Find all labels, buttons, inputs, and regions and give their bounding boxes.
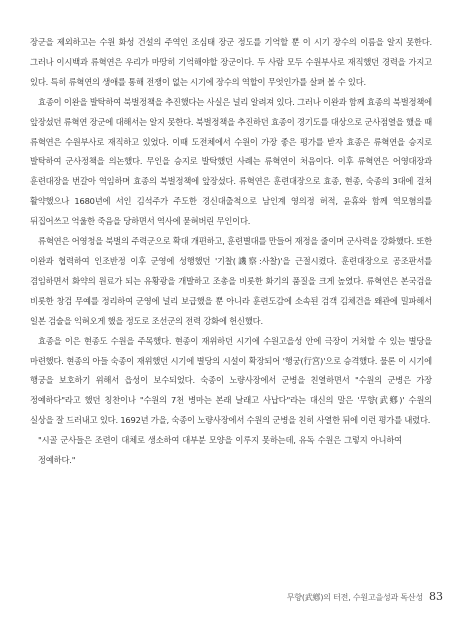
running-footer-title: 무향(武鄕)의 터전, 수원고을성과 독산성 (286, 593, 423, 602)
body-text (30, 33, 432, 471)
paragraph-3: 류혁연은 어영청을 북벌의 주력군으로 확대 개편하고, 훈련별대를 만들어 재정을 줄이며 군사력을 강화했다. 또한 이완과 협력하여 인조반정 이후 군영에 성행했던 '기찰(譏察:사찰)'을 근절시켰다. 훈련대장으로 공조판서를 겸임하면서 화약의 원료가 되는 유황광을 개발하고 조총을 비롯한 화기의 품질을 크게 높였다. 류혁연은 본국검을 비롯한 창검 무예를 정리하여 군영에 널리 보급했을 뿐 아니라 훈련도감에 소속된 검객 김체건을 왜관에 밀파해서 일본 검술을 익혀오게 했을 정도로 조선군의 전력 강화에 헌신했다. (30, 236, 432, 326)
page-number: 83 (429, 590, 443, 603)
page-footer (287, 590, 443, 603)
paragraph-1: 장군을 제외하고는 수원 화성 건설의 주역인 조심태 장군 정도를 기억할 뿐 이 시기 장수의 이름을 알지 못한다. 그러나 이시백과 류혁연은 우리가 마땅히 기억해야할 장군이다. 두 사람 모두 수원부사로 재직했던 경력을 가지고 있다. 특히 류혁연의 생애를 통해 전쟁이 없는 시기에 장수의 역할이 무엇인가를 살펴 볼 수 있다. (30, 37, 432, 87)
paragraph-4: 효종을 이은 현종도 수원을 주목했다. 현종이 재위하던 시기에 수원고을성 안에 극장이 거처할 수 있는 별당을 마련했다. 현종의 아들 숙종이 재위했던 시기에 별당의 시설이 확장되어 '행궁(行宮)'으로 승격했다. 물론 이 시기에 행궁을 보호하기 위해서 읍성이 보수되었다. 숙종이 노량사장에서 군병을 친열하면서 "수원의 군병은 가장 정예하다"라고 했던 칭찬이나 "수원의 7천 병마는 본래 날래고 사납다"라는 대신의 말은 '무향(武鄕)' 수원의 실상을 잘 드러내고 있다. 1692년 가을, 숙종이 노량사장에서 수원의 군병을 친히 사열한 뒤에 이런 평가를 내렸다. (30, 335, 432, 426)
paragraph-2: 효종이 이완을 발탁하여 북벌정책을 추진했다는 사실은 널리 알려져 있다. 그러나 이완과 함께 효종의 북벌정책에 앞장섰던 류혁연 장군에 대해서는 알지 못한다. 북벌정책을 추진하던 효종이 경기도를 대상으로 군사점열을 했을 때 류혁연은 수원부사로 재직하고 있었다. 이때 도전체에서 수원이 가장 좋은 평가를 받자 효종은 류혁연을 승지로 발탁하여 군사정책을 의논했다. 무인을 승지로 발탁했던 사례는 류혁연이 처음이다. 이후 류혁연은 어영대장과 훈련대장을 번갈아 역임하며 효종의 북벌정책에 앞장섰다. 류혁연은 훈련대장으로 효종, 현종, 숙종의 3대에 걸쳐 활약했으나 1680년에 서인 김석주가 주도한 경신대출척으로 남인계 영의정 허적, 윤휴와 함께 역모혐의를 뒤집어쓰고 억울한 죽음을 당하면서 역사에 묻혀버린 무인이다. (30, 96, 432, 227)
block-quote: "시골 군사들은 조련이 대체로 생소하여 대부분 모양을 이루지 못하는데, 유독 수원은 그렇지 아니하여 정예하다." (38, 435, 402, 466)
